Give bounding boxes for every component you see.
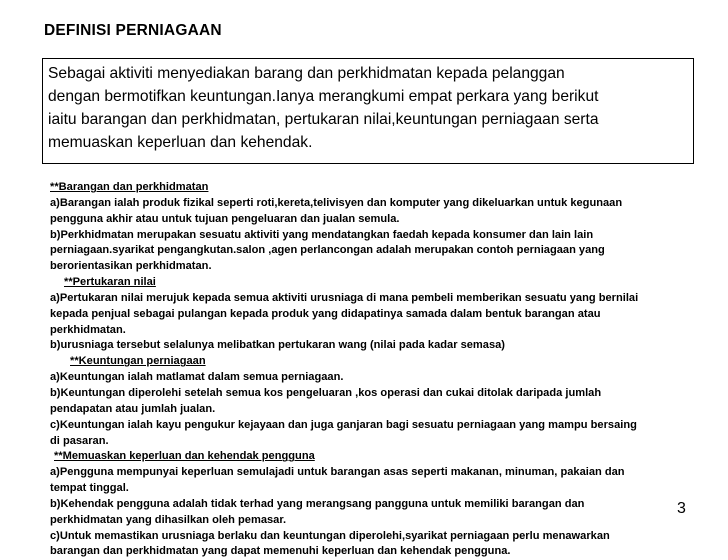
notes-body [50,180,700,560]
section-line: perkhidmatan yang dihasilkan oleh pemasar. [50,513,287,526]
section-line: perkhidmatan. [50,323,126,336]
section-line: b)Kehendak pengguna adalah tidak terhad yang merangsang pangguna untuk memiliki barangan dan [50,497,585,510]
definition-line: Sebagai aktiviti menyediakan barang dan perkhidmatan kepada pelanggan [48,65,565,82]
section-line: kepada penjual sebagai pulangan kepada produk yang didapatinya samada dalam bentuk barangan atau [50,307,601,320]
definition-line: dengan bermotifkan keuntungan.Ianya merangkumi empat perkara yang berikut [48,88,599,105]
section-line: c)Keuntungan ialah kayu pengukur kejayaan dan juga ganjaran bagi sesuatu perniagaan yang mampu bersaing [50,418,637,431]
page-title: DEFINISI PERNIAGAAN [44,22,222,39]
section-line: a)Pengguna mempunyai keperluan semulajadi untuk barangan asas seperti makanan, minuman, pakaian dan [50,466,625,479]
section-line: b)Keuntungan diperolehi setelah semua kos pengeluaran ,kos operasi dan cukai ditolak daripada jumlah [50,386,602,399]
definition-box [42,58,694,164]
section-line: a)Pertukaran nilai merujuk kepada semua aktiviti urusniaga di mana pembeli memberikan sesuatu yang bernilai [50,291,639,304]
section-line: a)Keuntungan ialah matlamat dalam semua perniagaan. [50,371,344,384]
section-line: b)urusniaga tersebut selalunya melibatkan pertukaran wang (nilai pada kadar semasa) [50,339,505,352]
section-line: berorientasikan perkhidmatan. [50,260,212,273]
section-line: tempat tinggal. [50,482,129,495]
definition-line: memuaskan keperluan dan kehendak. [48,134,313,151]
section-line: barangan dan perkhidmatan yang dapat memenuhi keperluan dan kehendak pengguna. [50,545,511,558]
definition-line: iaitu barangan dan perkhidmatan, pertukaran nilai,keuntungan perniagaan serta [48,111,599,128]
section-heading: **Barangan dan perkhidmatan [50,181,209,193]
section-heading: **Pertukaran nilai [64,276,156,289]
section-line: pengguna akhir atau untuk tujuan pengeluaran dan jualan semula. [50,212,400,225]
section-line: perniagaan.syarikat pengangkutan.salon ,agen perlancongan adalah merupakan contoh perniagaan yang [50,244,605,257]
page-number: 3 [677,500,686,517]
section-line: c)Untuk memastikan urusniaga berlaku dan keuntungan diperolehi,syarikat perniagaan perlu menawarkan [50,529,610,542]
section-line: pendapatan atau jumlah jualan. [50,402,216,415]
section-line: di pasaran. [50,434,109,447]
section-line: b)Perkhidmatan merupakan sesuatu aktiviti yang mendatangkan faedah kepada konsumer dan lain lain [50,228,594,241]
section-heading: **Memuaskan keperluan dan kehendak pengguna [54,450,315,463]
section-heading: **Keuntungan perniagaan [70,355,206,368]
section-line: a)Barangan ialah produk fizikal seperti roti,kereta,telivisyen dan komputer yang dikeluarkan untuk kegunaan [50,196,623,209]
